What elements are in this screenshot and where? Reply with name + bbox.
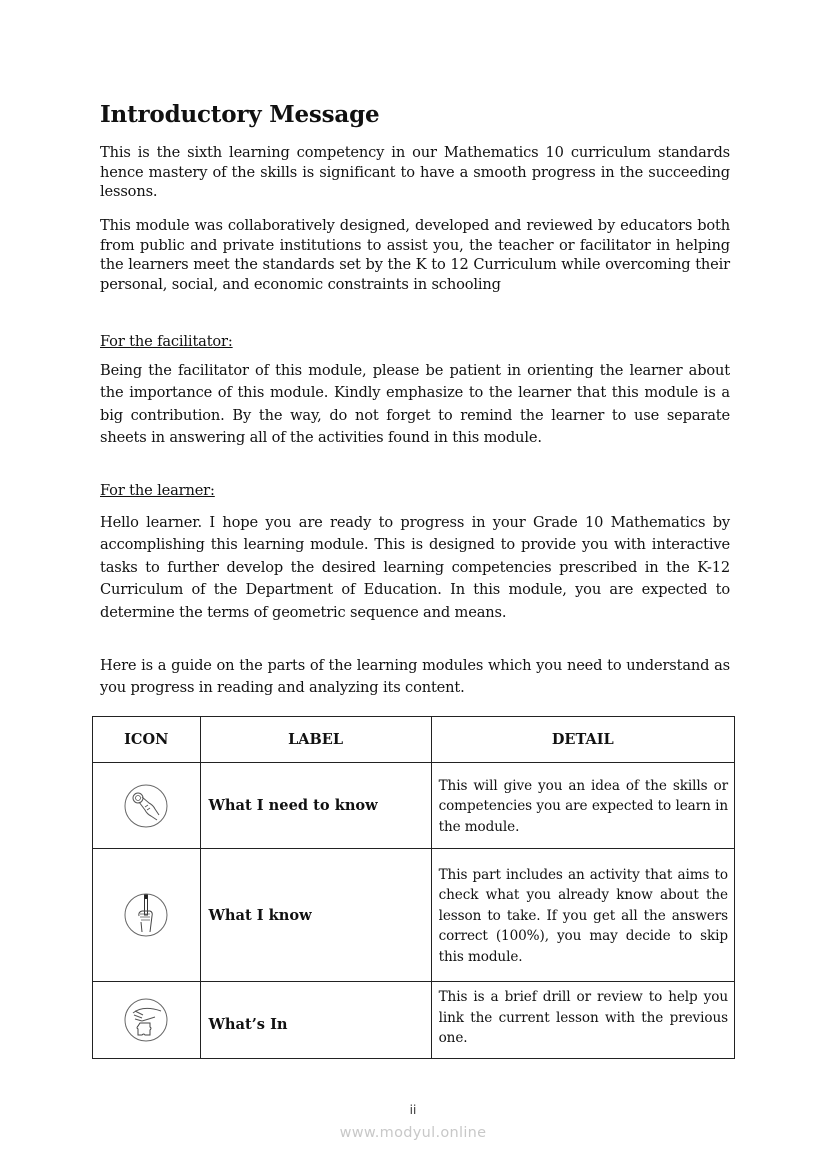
facilitator-paragraph: Being the facilitator of this module, please be patient in orienting the learner about the importance of this module. Kindly emphasize to the learner that this module is a big contribution. By the way, do not forget to remind the learner to use separate sheets in answering all of the activities found in this module. [100, 362, 730, 447]
intro-paragraph: This is the sixth learning competency in our Mathematics 10 curriculum standards hence mastery of the skills is significant to have a smooth progress in the succeeding lessons. [100, 144, 730, 201]
pointing-hand-icon [123, 783, 169, 829]
module-paragraph: This module was collaboratively designed, developed and reviewed by educators both from public and private institutions to assist you, the teacher or facilitator in helping the learners meet the standards set by the K to 12 Curriculum while overcoming their personal, social, and economic constraints in schooling [100, 217, 730, 294]
row-label: What’s In [200, 982, 431, 1059]
page-title: Introductory Message [100, 101, 380, 128]
module-parts-table [92, 716, 735, 1059]
row-detail: This will give you an idea of the skills or competencies you are expected to learn in the module. [431, 763, 734, 849]
header-detail: DETAIL [431, 717, 734, 763]
facilitator-heading: For the facilitator: [100, 333, 233, 350]
table-row [93, 982, 735, 1059]
guide-paragraph: Here is a guide on the parts of the learning modules which you need to understand as you progress in reading and analyzing its content. [100, 657, 730, 697]
row-detail: This is a brief drill or review to help you link the current lesson with the previous one. [431, 982, 734, 1059]
row-label: What I need to know [200, 763, 431, 849]
row-label: What I know [200, 849, 431, 982]
icon-cell [93, 763, 201, 849]
header-icon: ICON [93, 717, 201, 763]
learner-paragraph: Hello learner. I hope you are ready to progress in your Grade 10 Mathematics by accomplishing this learning module. This is designed to provide you with interactive tasks to further develop the desired learning competencies prescribed in the K-12 Curriculum of the Department of Education. In this module, you are expected to determine the terms of geometric sequence and means. [100, 514, 730, 621]
hand-holding-pencil-icon [123, 892, 169, 938]
page-number: ii [409, 1103, 417, 1117]
table-header-row [93, 717, 735, 763]
learner-heading: For the learner: [100, 482, 215, 499]
header-label: LABEL [200, 717, 431, 763]
icon-cell [93, 849, 201, 982]
hand-with-puzzle-piece-icon [123, 997, 169, 1043]
row-detail: This part includes an activity that aims to check what you already know about the lesson to take. If you get all the answers correct (100%), you may decide to skip this module. [431, 849, 734, 982]
icon-cell [93, 982, 201, 1059]
table-row [93, 763, 735, 849]
watermark: www.modyul.online [339, 1125, 487, 1141]
table-row [93, 849, 735, 982]
